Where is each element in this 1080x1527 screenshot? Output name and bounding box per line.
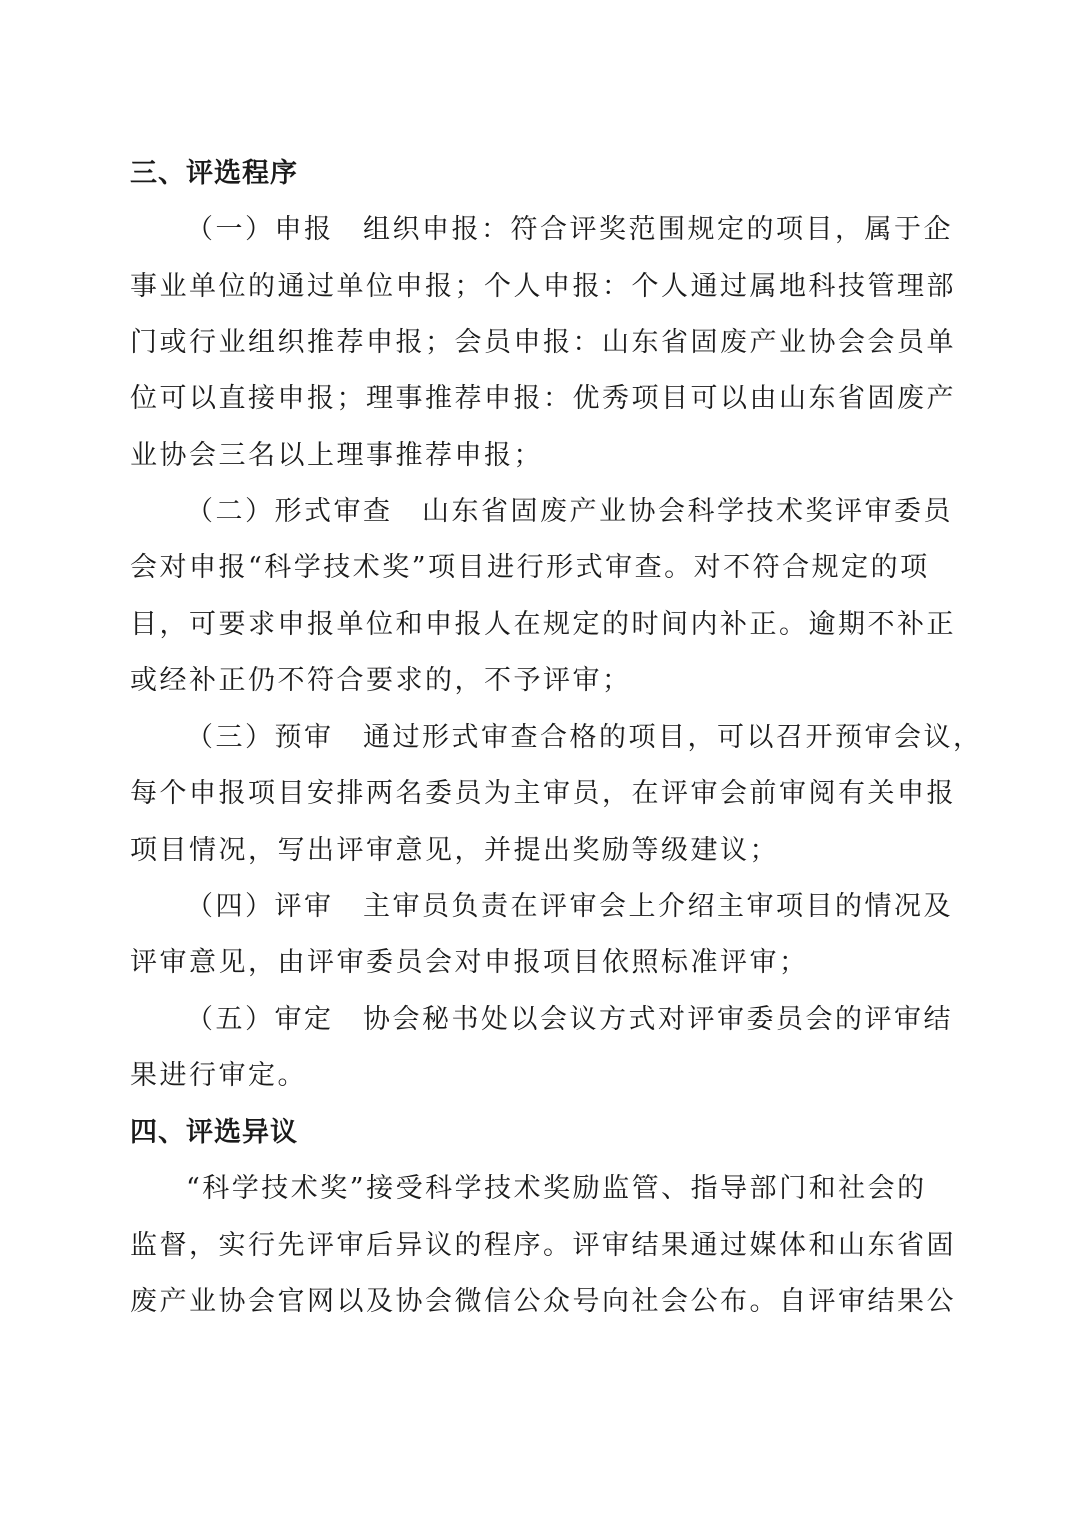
paragraph-line: 监督，实行先评审后异议的程序。评审结果通过媒体和山东省固: [130, 1230, 956, 1261]
paragraph-line: （三）预审 通过形式审查合格的项目，可以召开预审会议，: [186, 722, 983, 753]
paragraph-line: 位可以直接申报；理事推荐申报：优秀项目可以由山东省固废产: [130, 383, 956, 414]
paragraph-line: 事业单位的通过单位申报；个人申报：个人通过属地科技管理部: [130, 271, 956, 302]
paragraph-line: 业协会三名以上理事推荐申报；: [130, 440, 543, 471]
paragraph-line: 每个申报项目安排两名委员为主审员，在评审会前审阅有关申报: [130, 778, 956, 809]
paragraph-line: 目，可要求申报单位和申报人在规定的时间内补正。逾期不补正: [130, 609, 956, 640]
paragraph-line: 评审意见，由评审委员会对申报项目依照标准评审；: [130, 947, 809, 978]
paragraph-line: 门或行业组织推荐申报；会员申报：山东省固废产业协会会员单: [130, 327, 956, 358]
paragraph-line: 果进行审定。: [130, 1060, 307, 1091]
section-heading: 三、评选程序: [130, 158, 298, 189]
paragraph-line: 废产业协会官网以及协会微信公众号向社会公布。自评审结果公: [130, 1286, 956, 1317]
paragraph-line: 或经补正仍不符合要求的，不予评审；: [130, 665, 632, 696]
paragraph-line: 会对申报“科学技术奖”项目进行形式审查。对不符合规定的项: [130, 552, 930, 583]
paragraph-line: （五）审定 协会秘书处以会议方式对评审委员会的评审结: [186, 1004, 953, 1035]
paragraph-line: “科学技术奖”接受科学技术奖励监管、指导部门和社会的: [186, 1173, 927, 1204]
paragraph-line: 项目情况，写出评审意见，并提出奖励等级建议；: [130, 835, 779, 866]
paragraph-line: （四）评审 主审员负责在评审会上介绍主审项目的情况及: [186, 891, 953, 922]
paragraph-line: （一）申报 组织申报：符合评奖范围规定的项目，属于企: [186, 214, 953, 245]
section-heading: 四、评选异议: [130, 1117, 298, 1148]
paragraph-line: （二）形式审查 山东省固废产业协会科学技术奖评审委员: [186, 496, 953, 527]
